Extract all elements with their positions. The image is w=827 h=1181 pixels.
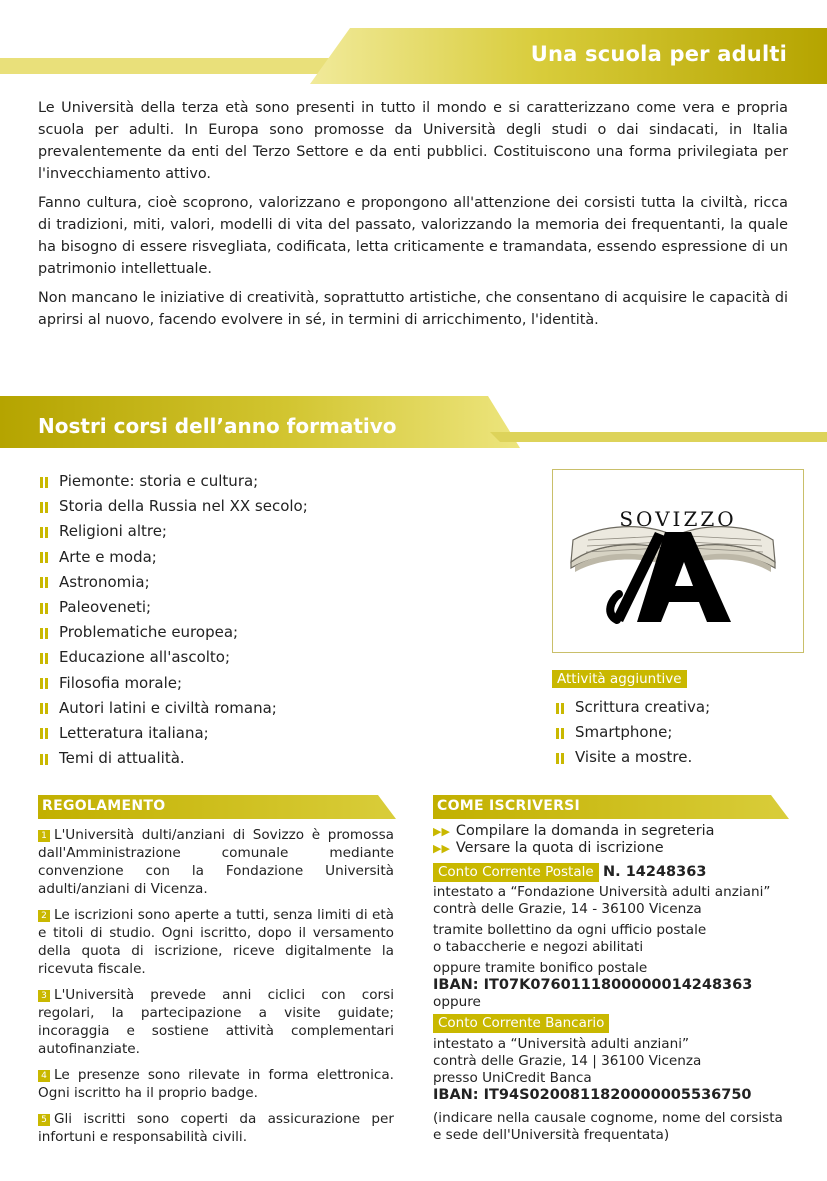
intro-paragraph: Fanno cultura, cioè scoprono, valorizzano e propongono all'attenzione dei corsisti tutta la civiltà, ricca di tradizioni, miti, valori, modelli di vita del passato, valorizzando la memoria dei frequentanti, la quale ha bisogno di essere risvegliata, codificata, letta criticamente e tramandata, essendo espressione di un patrimonio intellettuale. <box>38 195 788 277</box>
postale-bonifico: oppure tramite bonifico postale <box>433 960 648 976</box>
regolamento-title: REGOLAMENTO <box>42 798 166 814</box>
list-item <box>40 595 308 620</box>
bullet-icon <box>40 677 49 689</box>
course-label: Paleoveneti; <box>59 598 152 617</box>
rule-text: Le presenze sono rilevate in forma elettronica. Ogni iscritto ha il proprio badge. <box>38 1067 394 1101</box>
courses-title: Nostri corsi dell’anno formativo <box>38 414 397 438</box>
bullet-icon <box>40 476 49 488</box>
list-item <box>40 570 308 595</box>
rule-item <box>38 986 394 1058</box>
sovizzo-logo <box>553 470 803 652</box>
bullet-icon <box>556 752 565 764</box>
list-item <box>556 720 710 745</box>
rule-text: L'Università dulti/anziani di Sovizzo è promossa dall'Amministrazione comunale mediante convenzione con la Fondazione Università adulti/anziani di Vicenza. <box>38 827 394 897</box>
rule-number: 4 <box>38 1070 50 1082</box>
rule-text: Gli iscritti sono coperti da assicurazione per infortuni e responsabilità civili. <box>38 1111 394 1145</box>
list-item <box>40 696 308 721</box>
extra-label: Scrittura creativa; <box>575 698 711 716</box>
rule-text: L'Università prevede anni ciclici con corsi regolari, la partecipazione a visite guidate; incoraggia e sostiene attività complementari autofinanziate. <box>38 987 394 1057</box>
list-item <box>556 695 710 720</box>
rule-text: Le iscrizioni sono aperte a tutti, senza limiti di età e titoli di studio. Ogni iscritto, dopo il versamento della quota di iscrizione, riceve digitalmente la ricevuta fiscale. <box>38 907 394 977</box>
rule-item <box>38 1110 394 1146</box>
bullet-icon <box>556 702 565 714</box>
list-item <box>40 545 308 570</box>
rule-item <box>38 1066 394 1102</box>
step-item <box>433 823 803 840</box>
logo-wordmark: SOVIZZO <box>619 507 737 531</box>
info-line: intestato a “Università adulti anziani” <box>433 1036 690 1052</box>
postale-bollettino <box>433 922 803 956</box>
rule-item <box>38 906 394 978</box>
info-line: o tabaccherie e negozi abilitati <box>433 939 644 955</box>
oppure-text: oppure <box>433 994 481 1010</box>
info-line: contrà delle Grazie, 14 | 36100 Vicenza <box>433 1053 702 1069</box>
course-label: Filosofia morale; <box>59 673 183 692</box>
extra-activities-title <box>552 668 687 688</box>
course-label: Astronomia; <box>59 572 150 591</box>
postale-row <box>433 863 803 882</box>
list-item <box>40 746 308 771</box>
page-title: Una scuola per adulti <box>530 42 787 66</box>
postale-intestazione <box>433 884 803 918</box>
bancario-iban: IBAN: IT94S0200811820000005536750 <box>433 1087 752 1103</box>
extra-label: Visite a mostre. <box>575 748 693 766</box>
course-label: Autori latini e civiltà romana; <box>59 698 277 717</box>
course-label: Storia della Russia nel XX secolo; <box>59 497 308 516</box>
list-item <box>40 671 308 696</box>
list-item <box>40 519 308 544</box>
course-label: Religioni altre; <box>59 522 167 541</box>
bullet-icon <box>40 652 49 664</box>
bullet-icon <box>40 602 49 614</box>
course-label: Problematiche europea; <box>59 623 239 642</box>
course-label: Arte e moda; <box>59 547 157 566</box>
rule-number: 5 <box>38 1114 50 1126</box>
rule-number: 2 <box>38 910 50 922</box>
course-label: Educazione all'ascolto; <box>59 648 231 667</box>
arrow-icon: ▶▶ <box>433 825 450 838</box>
list-item <box>556 745 710 770</box>
list-item <box>40 721 308 746</box>
info-line: contrà delle Grazie, 14 - 36100 Vicenza <box>433 901 702 917</box>
bullet-icon <box>40 702 49 714</box>
bullet-icon <box>40 753 49 765</box>
intro-paragraph: Non mancano le iniziative di creatività, soprattutto artistiche, che consentano di acquisire le capacità di aprirsi al nuovo, facendo evolvere in sé, in termini di arricchimento, l'identità. <box>38 290 788 328</box>
postale-tag: Conto Corrente Postale <box>433 863 599 882</box>
list-item <box>40 494 308 519</box>
info-line: tramite bollettino da ogni ufficio postale <box>433 922 707 938</box>
rule-number: 3 <box>38 990 50 1002</box>
postale-number: N. 14248363 <box>603 864 707 880</box>
intro-text <box>38 97 788 338</box>
bullet-icon <box>556 727 565 739</box>
extra-label: Smartphone; <box>575 723 673 741</box>
bullet-icon <box>40 727 49 739</box>
intro-paragraph: Le Università della terza età sono presenti in tutto il mondo e si caratterizzano come vera e propria scuola per adulti. In Europa sono promosse da Università degli studi o dai sindacati, in Italia prevalentemente da enti del Terzo Settore e da enti pubblici. Costituiscono una forma privilegiata per l'invecchiamento attivo. <box>38 100 788 182</box>
step-text: Compilare la domanda in segreteria <box>455 823 715 839</box>
extra-tag: Attività aggiuntive <box>552 670 687 688</box>
step-text: Versare la quota di iscrizione <box>455 840 664 856</box>
courses-list <box>40 469 308 771</box>
course-label: Piemonte: storia e cultura; <box>59 472 259 491</box>
list-item <box>40 469 308 494</box>
regolamento-header <box>38 795 396 819</box>
bullet-icon <box>40 526 49 538</box>
bancario-note: (indicare nella causale cognome, nome del corsista e sede dell'Università frequentata) <box>433 1110 783 1143</box>
postale-iban: IBAN: IT07K0760111800000014248363 <box>433 977 753 993</box>
bancario-row <box>433 1014 803 1033</box>
iscriversi-title: COME ISCRIVERSI <box>437 798 581 814</box>
bullet-icon <box>40 576 49 588</box>
info-line: intestato a “Fondazione Università adulti anziani” <box>433 884 771 900</box>
step-item <box>433 840 803 857</box>
course-label: Letteratura italiana; <box>59 723 209 742</box>
list-item <box>40 645 308 670</box>
regolamento-body <box>38 826 394 1154</box>
info-line: presso UniCredit Banca <box>433 1070 592 1086</box>
list-item <box>40 620 308 645</box>
bullet-icon <box>40 551 49 563</box>
bullet-icon <box>40 627 49 639</box>
rule-number: 1 <box>38 830 50 842</box>
course-label: Temi di attualità. <box>59 749 185 768</box>
logo-box <box>552 469 804 653</box>
bancario-intestazione <box>433 1036 803 1087</box>
iscriversi-body <box>433 823 803 1144</box>
rule-item <box>38 826 394 898</box>
bullet-icon <box>40 501 49 513</box>
extra-list <box>556 695 710 770</box>
bancario-tag: Conto Corrente Bancario <box>433 1014 609 1033</box>
arrow-icon: ▶▶ <box>433 842 450 855</box>
iscriversi-header <box>433 795 789 819</box>
